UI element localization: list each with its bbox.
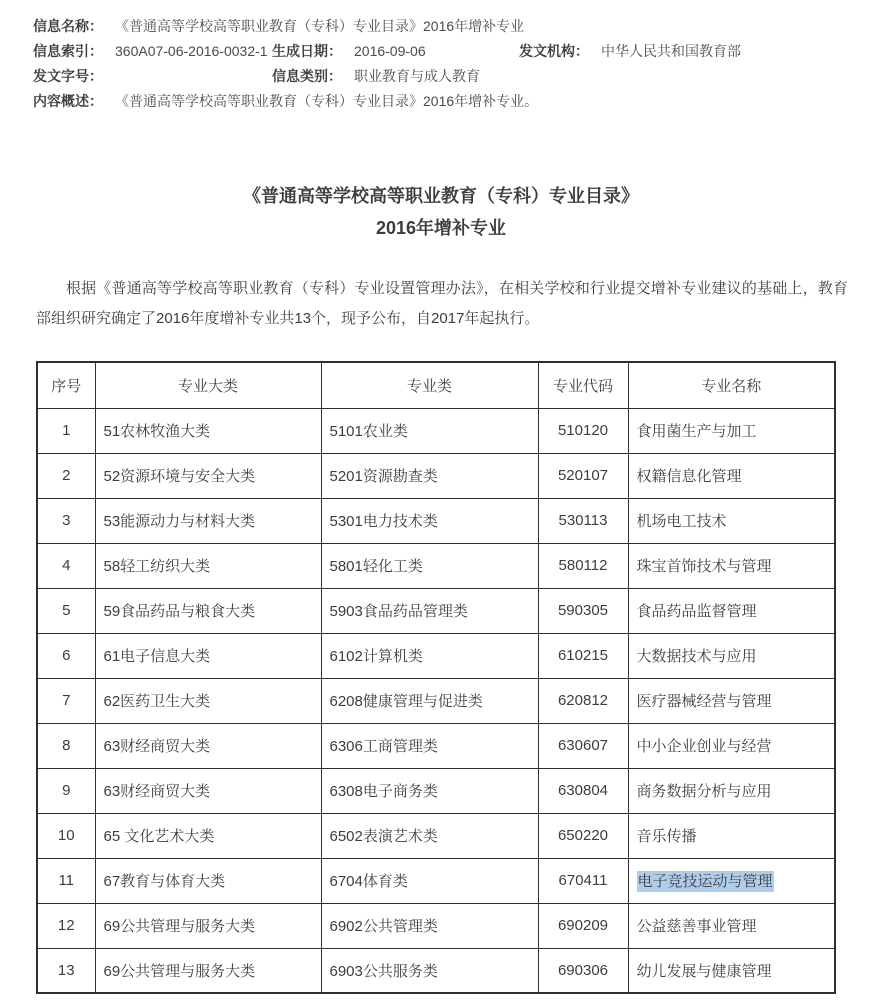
category-label: 信息类别： [272,68,342,84]
table-row [37,543,835,588]
issuer-label: 发文机构： [519,43,589,59]
table-cell: 62医药卫生大类 [95,678,321,723]
table-header-cell: 专业大类 [95,362,321,408]
doc-number-label: 发文字号： [33,68,103,84]
table-cell: 权籍信息化管理 [628,453,835,498]
table-cell: 510120 [538,408,628,453]
table-cell: 6306工商管理类 [321,723,538,768]
info-name-label: 信息名称： [33,18,103,34]
meta-row-index-date-issuer [33,39,882,64]
intro-paragraph: 根据《普通高等学校高等职业教育（专科）专业设置管理办法》，在相关学校和行业提交增补专业建议的基础上，教育部组织研究确定了2016年度增补专业共13个，现予公布，自2017年起执行。 [36,280,848,327]
issuer-value: 中华人民共和国教育部 [601,43,741,59]
table-cell: 63财经商贸大类 [95,768,321,813]
table-cell: 610215 [538,633,628,678]
table-cell: 5101农业类 [321,408,538,453]
table-cell: 65 文化艺术大类 [95,813,321,858]
table-row [37,903,835,948]
table-cell: 幼儿发展与健康管理 [628,948,835,993]
meta-row-docnum-category [33,64,882,89]
table-cell: 音乐传播 [628,813,835,858]
table-cell: 食用菌生产与加工 [628,408,835,453]
table-header-cell: 序号 [37,362,95,408]
table-cell: 医疗器械经营与管理 [628,678,835,723]
table-cell: 12 [37,903,95,948]
table-cell: 6502表演艺术类 [321,813,538,858]
table-row [37,813,835,858]
table-cell: 5 [37,588,95,633]
table-cell: 69公共管理与服务大类 [95,948,321,993]
table-cell: 食品药品监督管理 [628,588,835,633]
table-cell: 大数据技术与应用 [628,633,835,678]
table-cell: 590305 [538,588,628,633]
majors-table [36,361,836,994]
category-value: 职业教育与成人教育 [354,68,480,84]
majors-table-body [37,408,835,993]
table-cell: 商务数据分析与应用 [628,768,835,813]
table-header-row [37,362,835,408]
table-cell: 6903公共服务类 [321,948,538,993]
table-cell: 公益慈善事业管理 [628,903,835,948]
table-cell: 59食品药品与粮食大类 [95,588,321,633]
table-cell: 4 [37,543,95,588]
table-cell: 58轻工纺织大类 [95,543,321,588]
table-row [37,633,835,678]
table-row [37,768,835,813]
table-cell: 6704体育类 [321,858,538,903]
table-cell: 2 [37,453,95,498]
table-cell: 5301电力技术类 [321,498,538,543]
page-title-line2: 2016年增补专业 [375,218,507,238]
meta-row-info-name [33,14,882,39]
table-cell: 10 [37,813,95,858]
table-cell: 珠宝首饰技术与管理 [628,543,835,588]
table-cell: 11 [37,858,95,903]
summary-value: 《普通高等学校高等职业教育（专科）专业目录》2016年增补专业。 [115,93,539,109]
table-cell: 6308电子商务类 [321,768,538,813]
table-header-cell: 专业代码 [538,362,628,408]
table-cell: 61电子信息大类 [95,633,321,678]
table-cell: 3 [37,498,95,543]
table-cell: 13 [37,948,95,993]
table-row [37,948,835,993]
table-row [37,678,835,723]
info-index-label: 信息索引： [33,43,103,59]
table-cell: 63财经商贸大类 [95,723,321,768]
table-cell [628,858,835,903]
table-cell: 5903食品药品管理类 [321,588,538,633]
info-index-value: 360A07-06-2016-0032-1 [115,43,268,59]
table-cell: 6102计算机类 [321,633,538,678]
table-row [37,408,835,453]
info-name-value: 《普通高等学校高等职业教育（专科）专业目录》2016年增补专业 [115,18,525,34]
table-cell: 7 [37,678,95,723]
page-title-line1: 《普通高等学校高等职业教育（专科）专业目录》 [243,186,639,206]
table-cell: 8 [37,723,95,768]
table-row [37,498,835,543]
table-cell: 52资源环境与安全大类 [95,453,321,498]
table-cell: 670411 [538,858,628,903]
table-cell: 5801轻化工类 [321,543,538,588]
table-cell: 690209 [538,903,628,948]
table-cell: 机场电工技术 [628,498,835,543]
table-cell: 620812 [538,678,628,723]
table-header-cell: 专业类 [321,362,538,408]
table-cell: 520107 [538,453,628,498]
table-cell: 1 [37,408,95,453]
table-row [37,858,835,903]
gen-date-value: 2016-09-06 [354,43,426,59]
summary-label: 内容概述： [33,93,103,109]
meta-row-summary [33,89,882,114]
table-header-cell: 专业名称 [628,362,835,408]
table-row [37,588,835,633]
table-cell: 6208健康管理与促进类 [321,678,538,723]
table-cell: 630607 [538,723,628,768]
table-cell: 67教育与体育大类 [95,858,321,903]
table-cell: 69公共管理与服务大类 [95,903,321,948]
table-row [37,723,835,768]
table-cell: 53能源动力与材料大类 [95,498,321,543]
table-cell: 530113 [538,498,628,543]
table-cell: 580112 [538,543,628,588]
table-cell: 650220 [538,813,628,858]
table-row [37,453,835,498]
table-cell: 5201资源勘查类 [321,453,538,498]
table-cell: 6 [37,633,95,678]
table-cell: 51农林牧渔大类 [95,408,321,453]
document-meta-block [0,0,882,114]
page-title [0,180,882,244]
gen-date-label: 生成日期： [272,43,342,59]
table-cell: 9 [37,768,95,813]
highlighted-major-name: 电子竞技运动与管理 [637,873,773,890]
table-cell: 6902公共管理类 [321,903,538,948]
table-cell: 690306 [538,948,628,993]
table-cell: 630804 [538,768,628,813]
table-cell: 中小企业创业与经营 [628,723,835,768]
